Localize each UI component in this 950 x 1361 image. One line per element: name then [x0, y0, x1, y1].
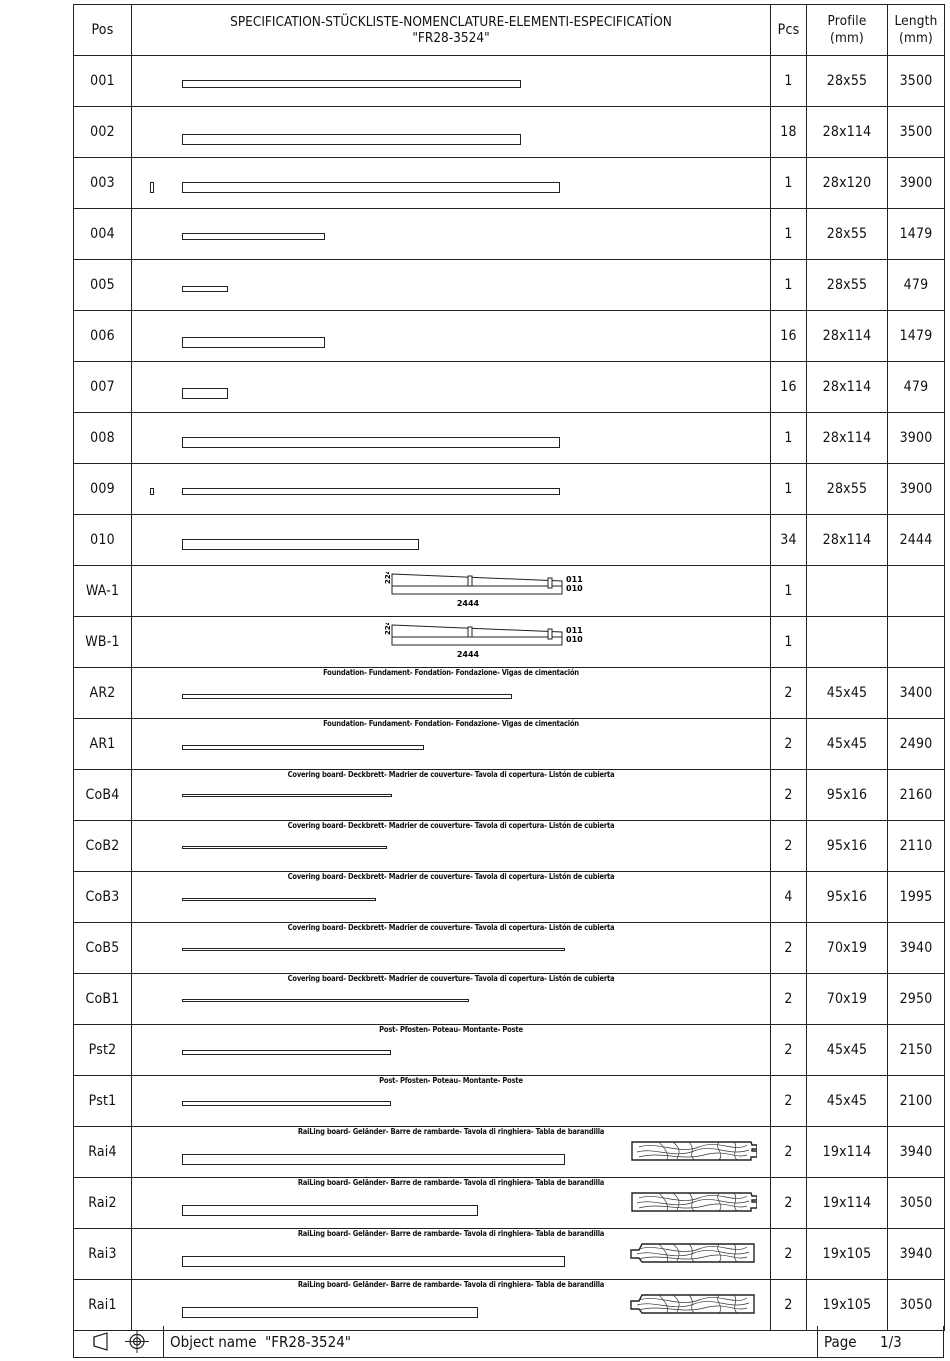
table-row: [74, 56, 945, 107]
row-pcs: 2: [771, 1229, 807, 1280]
row-profile: 95x16: [807, 872, 888, 923]
wall-assembly-drawing: [320, 572, 620, 616]
row-caption: Foundation- Fundament- Fondation- Fondazione- Vigas de cimentación: [323, 719, 579, 728]
table-row: [74, 974, 945, 1025]
row-profile: 28x114: [807, 107, 888, 158]
row-drawing: [132, 566, 771, 617]
row-pcs: 4: [771, 872, 807, 923]
header-profile-label: Profile: [827, 13, 867, 29]
row-pcs: 1: [771, 566, 807, 617]
part-bar: [182, 1101, 391, 1106]
row-pcs: 2: [771, 1127, 807, 1178]
row-length: 3940: [888, 923, 945, 974]
part-bar: [182, 134, 521, 145]
assembly-bottom-label: 010: [566, 584, 583, 593]
row-profile: 28x120: [807, 158, 888, 209]
assembly-width-label: 2444: [456, 599, 480, 608]
object-name-label: Object name: [170, 1333, 257, 1351]
row-drawing: [132, 1076, 771, 1127]
row-pos: Rai4: [74, 1127, 132, 1178]
row-drawing: [132, 1280, 771, 1331]
row-pos: 006: [74, 311, 132, 362]
assembly-height-label: 224: [384, 572, 392, 584]
row-caption: RaiLing board- Geländer- Barre de rambarde- Tavola di ringhiera- Tabla de barandilla: [297, 1178, 605, 1187]
wall-assembly-drawing: [320, 623, 620, 667]
row-pos: 008: [74, 413, 132, 464]
assembly-height-label: 224: [384, 623, 392, 635]
row-drawing: [132, 209, 771, 260]
table-row: [74, 1229, 945, 1280]
part-bar: [182, 1154, 565, 1165]
part-section: [150, 182, 154, 193]
row-drawing: [132, 1229, 771, 1280]
row-drawing: [132, 362, 771, 413]
board-profile: [627, 1190, 757, 1220]
row-drawing: [132, 1025, 771, 1076]
row-pcs: 2: [771, 923, 807, 974]
row-length: 2110: [888, 821, 945, 872]
object-name: [170, 1333, 351, 1351]
specification-sheet: [73, 4, 944, 1358]
row-pos: Rai2: [74, 1178, 132, 1229]
row-pcs: 2: [771, 821, 807, 872]
part-bar: [182, 1050, 391, 1055]
part-section: [150, 488, 154, 495]
row-length: 2150: [888, 1025, 945, 1076]
row-caption: Covering board- Deckbrett- Madrier de couverture- Tavola di copertura- Listón de cubierta: [287, 974, 615, 983]
table-row: [74, 770, 945, 821]
row-length: 3500: [888, 56, 945, 107]
third-angle-projection-icon: [74, 1326, 163, 1357]
row-profile: 45x45: [807, 719, 888, 770]
row-length: 2490: [888, 719, 945, 770]
part-bar: [182, 539, 419, 550]
row-length: 1479: [888, 311, 945, 362]
row-drawing: [132, 872, 771, 923]
row-profile: 70x19: [807, 974, 888, 1025]
part-bar: [182, 794, 392, 797]
table-row: [74, 158, 945, 209]
row-drawing: [132, 1178, 771, 1229]
row-length: 1995: [888, 872, 945, 923]
row-caption: RaiLing board- Geländer- Barre de rambarde- Tavola di ringhiera- Tabla de barandilla: [297, 1280, 605, 1289]
row-drawing: [132, 56, 771, 107]
row-pos: WB-1: [74, 617, 132, 668]
row-length: 3900: [888, 464, 945, 515]
board-profile: [627, 1139, 757, 1169]
part-bar: [182, 1307, 478, 1318]
row-length: 3900: [888, 158, 945, 209]
row-pcs: 2: [771, 1280, 807, 1331]
row-drawing: [132, 1127, 771, 1178]
table-row: [74, 872, 945, 923]
row-pcs: 34: [771, 515, 807, 566]
rounded-profile-icon: [627, 1292, 757, 1318]
row-pos: 002: [74, 107, 132, 158]
row-pcs: 2: [771, 668, 807, 719]
row-pcs: 1: [771, 617, 807, 668]
tongue-groove-profile-icon: [627, 1139, 757, 1165]
row-profile: 19x105: [807, 1280, 888, 1331]
projection-symbol: [74, 1326, 164, 1357]
row-profile: 28x114: [807, 413, 888, 464]
row-pcs: 1: [771, 413, 807, 464]
row-length: 2444: [888, 515, 945, 566]
table-row: [74, 1178, 945, 1229]
row-pos: CoB5: [74, 923, 132, 974]
row-pos: Rai1: [74, 1280, 132, 1331]
row-pos: CoB1: [74, 974, 132, 1025]
table-row: [74, 515, 945, 566]
row-pos: WA-1: [74, 566, 132, 617]
row-pos: 004: [74, 209, 132, 260]
row-pos: 010: [74, 515, 132, 566]
title-line-1: SPECIFICATION-STÜCKLISTE-NOMENCLATURE-ELEMENTI-ESPECIFICATÍON: [230, 14, 672, 30]
row-length: 3940: [888, 1229, 945, 1280]
board-profile: [627, 1292, 757, 1322]
row-drawing: [132, 719, 771, 770]
row-pos: AR1: [74, 719, 132, 770]
row-pcs: 1: [771, 209, 807, 260]
table-row: [74, 668, 945, 719]
row-length: [888, 617, 945, 668]
row-length: 3050: [888, 1280, 945, 1331]
table-row: [74, 821, 945, 872]
header-pcs: Pcs: [771, 5, 807, 56]
table-row: [74, 923, 945, 974]
row-profile: 19x105: [807, 1229, 888, 1280]
rounded-profile-icon: [627, 1241, 757, 1267]
sheet-title: [132, 5, 771, 56]
row-length: 3050: [888, 1178, 945, 1229]
row-profile: 45x45: [807, 668, 888, 719]
header-length: [888, 5, 945, 56]
assembly-width-label: 2444: [456, 650, 480, 659]
assembly-svg: [320, 572, 620, 612]
table-row: [74, 719, 945, 770]
header-length-unit: (mm): [899, 30, 933, 46]
assembly-bottom-label: 010: [566, 635, 583, 644]
row-profile: 19x114: [807, 1178, 888, 1229]
row-profile: 45x45: [807, 1025, 888, 1076]
table-row: [74, 209, 945, 260]
part-bar: [182, 694, 512, 699]
page-label: Page: [824, 1333, 857, 1351]
header-row: [74, 5, 945, 56]
part-bar: [182, 948, 565, 951]
row-drawing: [132, 770, 771, 821]
row-pcs: 2: [771, 1076, 807, 1127]
table-row: [74, 260, 945, 311]
part-bar: [182, 488, 560, 495]
row-pos: 009: [74, 464, 132, 515]
row-pos: CoB3: [74, 872, 132, 923]
row-profile: 70x19: [807, 923, 888, 974]
row-length: 479: [888, 362, 945, 413]
row-drawing: [132, 617, 771, 668]
part-bar: [182, 1256, 565, 1267]
row-drawing: [132, 311, 771, 362]
row-pcs: 16: [771, 311, 807, 362]
row-profile: 28x55: [807, 209, 888, 260]
row-pos: 005: [74, 260, 132, 311]
row-pos: CoB4: [74, 770, 132, 821]
row-profile: 95x16: [807, 821, 888, 872]
page-indicator: [817, 1326, 945, 1357]
row-caption: Foundation- Fundament- Fondation- Fondazione- Vigas de cimentación: [323, 668, 579, 677]
part-bar: [182, 286, 228, 292]
row-length: 3400: [888, 668, 945, 719]
row-pcs: 1: [771, 464, 807, 515]
part-bar: [182, 1205, 478, 1216]
part-bar: [182, 745, 424, 750]
table-row: [74, 1025, 945, 1076]
row-profile: 28x55: [807, 464, 888, 515]
page-number: 1/3: [880, 1333, 902, 1351]
row-pcs: 2: [771, 974, 807, 1025]
row-length: 3500: [888, 107, 945, 158]
row-length: 3940: [888, 1127, 945, 1178]
header-profile: [807, 5, 888, 56]
table-row: [74, 1127, 945, 1178]
row-caption: Covering board- Deckbrett- Madrier de couverture- Tavola di copertura- Listón de cubierta: [287, 770, 615, 779]
part-bar: [182, 233, 325, 240]
row-profile: 28x55: [807, 56, 888, 107]
row-caption: Post- Pfosten- Poteau- Montante- Poste: [379, 1076, 523, 1085]
row-profile: 45x45: [807, 1076, 888, 1127]
row-caption: Covering board- Deckbrett- Madrier de couverture- Tavola di copertura- Listón de cubierta: [287, 821, 615, 830]
table-row: [74, 107, 945, 158]
row-pcs: 18: [771, 107, 807, 158]
row-profile: 28x55: [807, 260, 888, 311]
table-row: [74, 1280, 945, 1331]
row-length: 3900: [888, 413, 945, 464]
row-pos: Pst2: [74, 1025, 132, 1076]
row-pos: 003: [74, 158, 132, 209]
table-row: [74, 1076, 945, 1127]
row-drawing: [132, 974, 771, 1025]
row-profile: 19x114: [807, 1127, 888, 1178]
assembly-svg: [320, 623, 620, 663]
table-row: [74, 413, 945, 464]
row-length: [888, 566, 945, 617]
row-length: 2160: [888, 770, 945, 821]
tongue-groove-profile-icon: [627, 1190, 757, 1216]
row-pos: 007: [74, 362, 132, 413]
row-drawing: [132, 923, 771, 974]
table-row: [74, 311, 945, 362]
row-drawing: [132, 260, 771, 311]
part-bar: [182, 898, 376, 901]
row-length: 1479: [888, 209, 945, 260]
row-drawing: [132, 464, 771, 515]
row-caption: Covering board- Deckbrett- Madrier de couverture- Tavola di copertura- Listón de cubierta: [287, 872, 615, 881]
row-drawing: [132, 515, 771, 566]
row-profile: [807, 566, 888, 617]
part-bar: [182, 388, 228, 399]
row-pcs: 2: [771, 770, 807, 821]
row-profile: 28x114: [807, 515, 888, 566]
title-line-2: "FR28-3524": [412, 30, 490, 46]
row-pcs: 2: [771, 1178, 807, 1229]
row-profile: [807, 617, 888, 668]
row-pos: 001: [74, 56, 132, 107]
row-length: 2100: [888, 1076, 945, 1127]
row-pcs: 16: [771, 362, 807, 413]
header-profile-unit: (mm): [830, 30, 864, 46]
object-name-value: "FR28-3524": [265, 1333, 352, 1351]
row-length: 2950: [888, 974, 945, 1025]
row-pos: Pst1: [74, 1076, 132, 1127]
part-bar: [182, 80, 521, 88]
row-pcs: 1: [771, 56, 807, 107]
header-pos: Pos: [74, 5, 132, 56]
row-pcs: 1: [771, 158, 807, 209]
row-length: 479: [888, 260, 945, 311]
row-caption: RaiLing board- Geländer- Barre de rambarde- Tavola di ringhiera- Tabla de barandilla: [297, 1127, 605, 1136]
row-drawing: [132, 413, 771, 464]
table-row: [74, 362, 945, 413]
assembly-top-label: 011: [566, 626, 583, 635]
assembly-top-label: 011: [566, 575, 583, 584]
row-pos: Rai3: [74, 1229, 132, 1280]
row-pcs: 1: [771, 260, 807, 311]
row-drawing: [132, 158, 771, 209]
row-caption: Post- Pfosten- Poteau- Montante- Poste: [379, 1025, 523, 1034]
part-bar: [182, 337, 325, 348]
footer: [73, 1326, 944, 1358]
board-profile: [627, 1241, 757, 1271]
row-profile: 95x16: [807, 770, 888, 821]
row-drawing: [132, 668, 771, 719]
table-row: [74, 566, 945, 617]
row-caption: RaiLing board- Geländer- Barre de rambarde- Tavola di ringhiera- Tabla de barandilla: [297, 1229, 605, 1238]
table-row: [74, 617, 945, 668]
part-bar: [182, 437, 560, 448]
table-row: [74, 464, 945, 515]
row-drawing: [132, 107, 771, 158]
row-pos: CoB2: [74, 821, 132, 872]
header-length-label: Length: [894, 13, 938, 29]
part-bar: [182, 182, 560, 193]
row-caption: Covering board- Deckbrett- Madrier de couverture- Tavola di copertura- Listón de cubierta: [287, 923, 615, 932]
row-profile: 28x114: [807, 311, 888, 362]
row-pos: AR2: [74, 668, 132, 719]
row-pcs: 2: [771, 1025, 807, 1076]
specification-table: [73, 4, 945, 1331]
part-bar: [182, 846, 387, 849]
row-pcs: 2: [771, 719, 807, 770]
row-drawing: [132, 821, 771, 872]
row-profile: 28x114: [807, 362, 888, 413]
part-bar: [182, 999, 469, 1002]
